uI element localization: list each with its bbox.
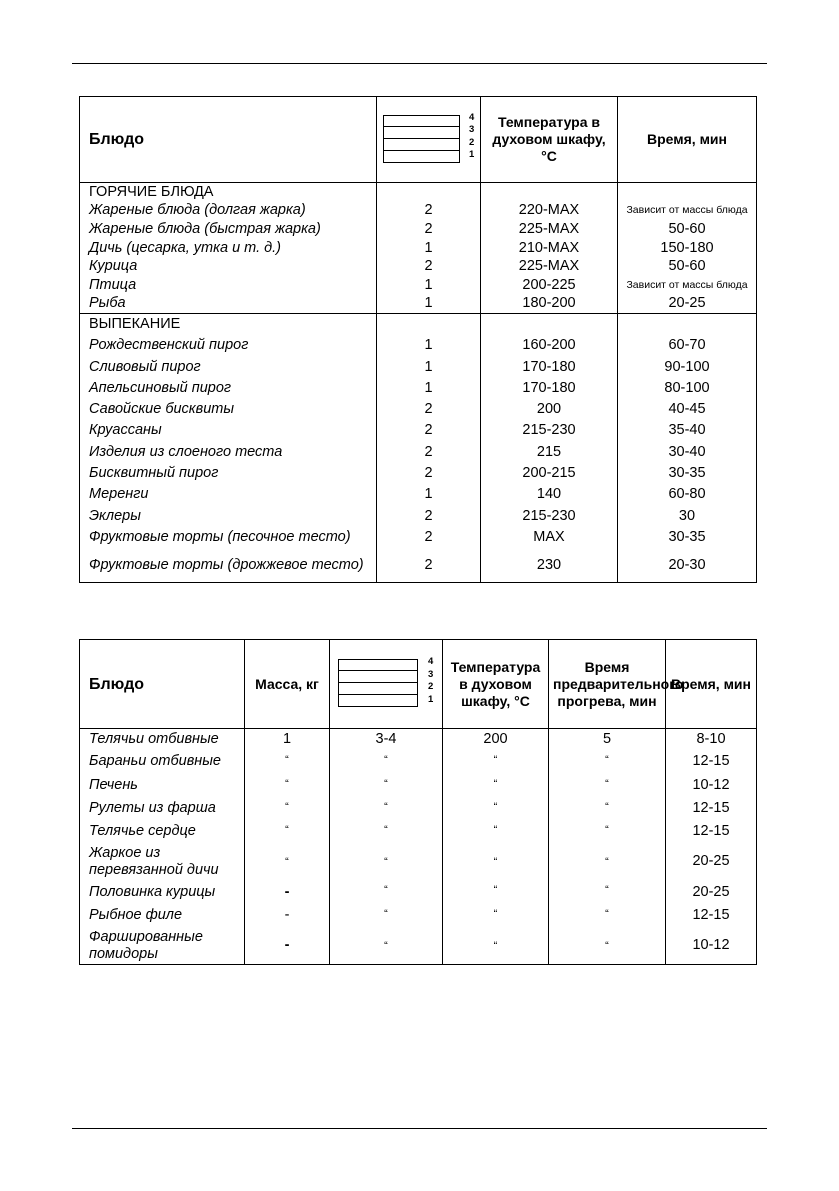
oven-shelf-icon xyxy=(381,111,476,165)
cook-time: 30-35 xyxy=(618,527,757,548)
table-row xyxy=(80,774,757,797)
temperature: “ xyxy=(443,750,549,773)
shelf-level: 1 xyxy=(377,484,481,505)
shelf-level: 2 xyxy=(377,527,481,548)
cook-time: 8-10 xyxy=(666,729,757,751)
table-row xyxy=(80,927,757,965)
grill-table xyxy=(79,639,757,965)
temperature: 230 xyxy=(481,548,618,583)
temperature: 170-180 xyxy=(481,356,618,377)
dish-name: Птица xyxy=(80,276,377,295)
dish-name: Фаршированные помидоры xyxy=(80,927,245,965)
table-row xyxy=(80,257,757,276)
table-header-row xyxy=(80,640,757,729)
header-rule xyxy=(72,63,767,64)
col-dish-header: Блюдо xyxy=(80,97,377,183)
cook-time: 30-35 xyxy=(618,463,757,484)
table-row xyxy=(80,335,757,356)
cook-time: 35-40 xyxy=(618,420,757,441)
mass: 1 xyxy=(245,729,330,751)
shelf-level: 2 xyxy=(377,463,481,484)
table-row xyxy=(80,843,757,880)
cook-time: 20-25 xyxy=(666,843,757,880)
table-row xyxy=(80,420,757,441)
mass: “ xyxy=(245,797,330,820)
dish-name: Рулеты из фарша xyxy=(80,797,245,820)
temperature: “ xyxy=(443,904,549,927)
table-row xyxy=(80,378,757,399)
oven-shelf-icon xyxy=(334,656,438,709)
cook-time: 30 xyxy=(618,506,757,527)
shelf-level: 2 xyxy=(377,257,481,276)
shelf-level: 2 xyxy=(377,202,481,221)
mass: “ xyxy=(245,750,330,773)
table-row xyxy=(80,276,757,295)
temperature: “ xyxy=(443,880,549,903)
table-row xyxy=(80,904,757,927)
shelf-level: 2 xyxy=(377,420,481,441)
dish-name: Эклеры xyxy=(80,506,377,527)
dish-name: Рыба xyxy=(80,295,377,314)
baking-section xyxy=(80,314,757,583)
dish-name: Савойские бисквиты xyxy=(80,399,377,420)
table-row xyxy=(80,484,757,505)
cook-time: 40-45 xyxy=(618,399,757,420)
cook-time: 12-15 xyxy=(666,820,757,843)
temperature: MAX xyxy=(481,527,618,548)
shelf-level-1: 1 xyxy=(469,149,475,160)
shelf-level: 3-4 xyxy=(330,729,443,751)
temperature: 140 xyxy=(481,484,618,505)
shelf-level: “ xyxy=(330,797,443,820)
section-heading-row xyxy=(80,314,757,336)
cook-time: 10-12 xyxy=(666,774,757,797)
temperature: 225-MAX xyxy=(481,220,618,239)
table-row xyxy=(80,506,757,527)
dish-name: Изделия из слоеного теста xyxy=(80,442,377,463)
dish-name: Половинка курицы xyxy=(80,880,245,903)
cook-time: Зависит от массы блюда xyxy=(618,276,757,295)
dish-name: Жареные блюда (быстрая жарка) xyxy=(80,220,377,239)
cook-time: Зависит от массы блюда xyxy=(618,202,757,221)
shelf-level-3: 3 xyxy=(428,668,434,680)
dish-name: Жаркое из перевязанной дичи xyxy=(80,843,245,880)
table-row xyxy=(80,220,757,239)
preheat-time: “ xyxy=(549,820,666,843)
mass: - xyxy=(245,904,330,927)
shelf-level-3: 3 xyxy=(469,124,475,135)
shelf-level-4: 4 xyxy=(469,111,475,123)
cooking-table xyxy=(79,96,757,583)
col-temp-header: Температура в духовом шкафу, °C xyxy=(443,640,549,729)
temperature: “ xyxy=(443,927,549,965)
temperature: 170-180 xyxy=(481,378,618,399)
cook-time: 20-25 xyxy=(618,295,757,314)
temperature: 200-215 xyxy=(481,463,618,484)
cook-time: 50-60 xyxy=(618,220,757,239)
table-row xyxy=(80,442,757,463)
table-row xyxy=(80,750,757,773)
temperature: 200 xyxy=(443,729,549,751)
temperature: 200 xyxy=(481,399,618,420)
cook-time: 12-15 xyxy=(666,750,757,773)
col-shelf-header xyxy=(330,640,443,729)
cook-time: 50-60 xyxy=(618,257,757,276)
dish-name: Фруктовые торты (дрожжевое тесто) xyxy=(80,548,377,583)
dish-name: Меренги xyxy=(80,484,377,505)
shelf-level: 1 xyxy=(377,295,481,314)
hot-dishes-section xyxy=(80,183,757,314)
cook-time: 20-30 xyxy=(618,548,757,583)
table-row xyxy=(80,880,757,903)
dish-name: Дичь (цесарка, утка и т. д.) xyxy=(80,239,377,258)
shelf-level: 2 xyxy=(377,399,481,420)
temperature: “ xyxy=(443,797,549,820)
table-row xyxy=(80,463,757,484)
col-time-header: Время, мин xyxy=(618,97,757,183)
dish-name: Телячьи отбивные xyxy=(80,729,245,751)
mass: - xyxy=(245,927,330,965)
temperature: “ xyxy=(443,820,549,843)
table-row xyxy=(80,797,757,820)
temperature: 220-MAX xyxy=(481,202,618,221)
dish-name: Фруктовые торты (песочное тесто) xyxy=(80,527,377,548)
shelf-level: 2 xyxy=(377,506,481,527)
shelf-level: “ xyxy=(330,880,443,903)
table-row xyxy=(80,239,757,258)
cook-time: 30-40 xyxy=(618,442,757,463)
col-temp-header: Температура в духовом шкафу, °C xyxy=(481,97,618,183)
dish-name: Сливовый пирог xyxy=(80,356,377,377)
col-dish-header: Блюдо xyxy=(80,640,245,729)
preheat-time: “ xyxy=(549,750,666,773)
dish-name: Жареные блюда (долгая жарка) xyxy=(80,202,377,221)
table-row xyxy=(80,295,757,314)
shelf-level: “ xyxy=(330,774,443,797)
cook-time: 150-180 xyxy=(618,239,757,258)
dish-name: Апельсиновый пирог xyxy=(80,378,377,399)
mass: “ xyxy=(245,843,330,880)
dish-name: Круассаны xyxy=(80,420,377,441)
table-header-row xyxy=(80,97,757,183)
table-row xyxy=(80,729,757,751)
dish-name: Телячье сердце xyxy=(80,820,245,843)
shelf-level: 1 xyxy=(377,239,481,258)
temperature: 215 xyxy=(481,442,618,463)
shelf-level: “ xyxy=(330,820,443,843)
mass: - xyxy=(245,880,330,903)
dish-name: Печень xyxy=(80,774,245,797)
temperature: “ xyxy=(443,774,549,797)
preheat-time: “ xyxy=(549,774,666,797)
table-row xyxy=(80,527,757,548)
mass: “ xyxy=(245,820,330,843)
preheat-time: 5 xyxy=(549,729,666,751)
cook-time: 20-25 xyxy=(666,880,757,903)
shelf-level: 2 xyxy=(377,548,481,583)
cook-time: 12-15 xyxy=(666,797,757,820)
mass: “ xyxy=(245,774,330,797)
preheat-time: “ xyxy=(549,904,666,927)
dish-name: Рождественский пирог xyxy=(80,335,377,356)
shelf-level: “ xyxy=(330,904,443,927)
temperature: 180-200 xyxy=(481,295,618,314)
shelf-level: “ xyxy=(330,927,443,965)
shelf-level: 2 xyxy=(377,220,481,239)
shelf-level-4: 4 xyxy=(428,656,434,667)
cook-time: 12-15 xyxy=(666,904,757,927)
shelf-level: 1 xyxy=(377,356,481,377)
shelf-level: 2 xyxy=(377,442,481,463)
temperature: 215-230 xyxy=(481,420,618,441)
temperature: 210-MAX xyxy=(481,239,618,258)
section-title: ВЫПЕКАНИЕ xyxy=(80,314,377,336)
table-row xyxy=(80,356,757,377)
shelf-level: “ xyxy=(330,843,443,880)
shelf-level: 1 xyxy=(377,335,481,356)
shelf-level: “ xyxy=(330,750,443,773)
dish-name: Бисквитный пирог xyxy=(80,463,377,484)
cook-time: 60-70 xyxy=(618,335,757,356)
col-mass-header: Масса, кг xyxy=(245,640,330,729)
section-heading-row xyxy=(80,183,757,202)
col-time-header: Время, мин xyxy=(666,640,757,729)
dish-name: Бараньи отбивные xyxy=(80,750,245,773)
table-row xyxy=(80,820,757,843)
temperature: 215-230 xyxy=(481,506,618,527)
shelf-level-1: 1 xyxy=(428,693,434,705)
col-shelf-header xyxy=(377,97,481,183)
cook-time: 60-80 xyxy=(618,484,757,505)
temperature: “ xyxy=(443,843,549,880)
cook-time: 10-12 xyxy=(666,927,757,965)
footer-rule xyxy=(72,1128,767,1129)
shelf-level-2: 2 xyxy=(428,681,434,692)
cook-time: 80-100 xyxy=(618,378,757,399)
dish-name: Рыбное филе xyxy=(80,904,245,927)
temperature: 225-MAX xyxy=(481,257,618,276)
section-title: ГОРЯЧИЕ БЛЮДА xyxy=(80,183,377,202)
table-row xyxy=(80,202,757,221)
temperature: 200-225 xyxy=(481,276,618,295)
shelf-level-2: 2 xyxy=(469,136,475,148)
temperature: 160-200 xyxy=(481,335,618,356)
shelf-level: 1 xyxy=(377,276,481,295)
preheat-time: “ xyxy=(549,843,666,880)
shelf-level: 1 xyxy=(377,378,481,399)
dish-name: Курица xyxy=(80,257,377,276)
preheat-time: “ xyxy=(549,927,666,965)
table-row xyxy=(80,548,757,583)
preheat-time: “ xyxy=(549,797,666,820)
table-row xyxy=(80,399,757,420)
cook-time: 90-100 xyxy=(618,356,757,377)
col-preheat-header: Время предварительного прогрева, мин xyxy=(549,640,666,729)
preheat-time: “ xyxy=(549,880,666,903)
